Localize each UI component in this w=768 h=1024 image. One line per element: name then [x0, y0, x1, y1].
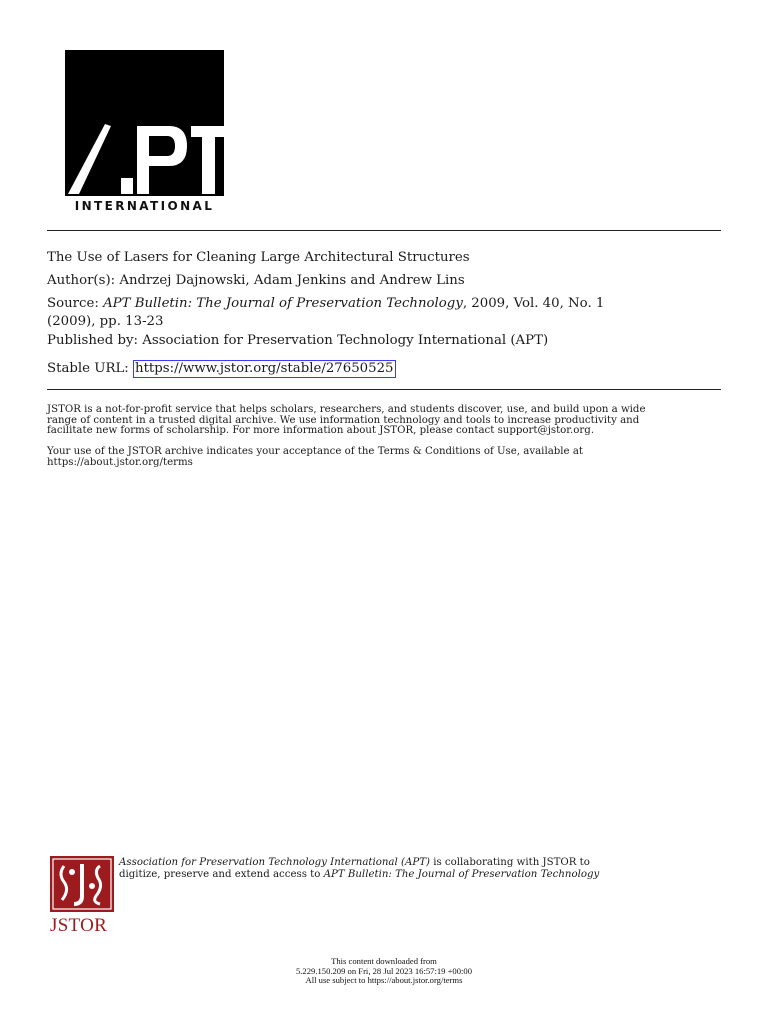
article-stable-url-row: Stable URL: https://www.jstor.org/stable/27650525	[47, 361, 394, 376]
top-divider	[47, 230, 721, 231]
collab-org-name: Association for Preservation Technology International (APT)	[119, 857, 430, 868]
article-authors: Author(s): Andrzej Dajnowski, Adam Jenkins and Andrew Lins	[47, 273, 465, 288]
bottom-divider	[47, 389, 721, 390]
jstor-wordmark: JSTOR	[50, 915, 108, 936]
article-title: The Use of Lasers for Cleaning Large Architectural Structures	[47, 250, 470, 265]
apt-international-logo	[65, 50, 224, 217]
article-source: Source: APT Bulletin: The Journal of Preservation Technology, 2009, Vol. 40, No. 1 (2009), pp. 13-23	[47, 296, 605, 329]
stable-url-link[interactable]: https://www.jstor.org/stable/27650525	[135, 361, 394, 376]
apt-logo-subtitle: INTERNATIONAL	[74, 199, 215, 213]
apt-logo-letters-graphic	[65, 50, 224, 196]
collaboration-statement: Association for Preservation Technology International (APT) is collaborating with JSTOR to digitize, preserve and extend access to APT Bulletin: The Journal of Preservation Technology	[119, 857, 600, 880]
collab-journal-name: APT Bulletin: The Journal of Preservation Technology	[323, 869, 600, 880]
terms-link[interactable]: https://about.jstor.org/terms	[47, 456, 193, 468]
terms-notice-paragraph: Your use of the JSTOR archive indicates your acceptance of the Terms & Conditions of Use, available at https://about.jstor.org/terms	[47, 447, 727, 468]
jstor-emblem-icon	[50, 856, 114, 912]
article-publisher: Published by: Association for Preservation Technology International (APT)	[47, 333, 549, 348]
download-footer: This content downloaded from 5.229.150.209 on Fri, 28 Jul 2023 16:57:19 +00:00 All use subject to https://about.jstor.org/terms	[295, 956, 472, 986]
jstor-notice-paragraph: JSTOR is a not-for-profit service that helps scholars, researchers, and students discover, use, and build upon a wide range of content in a trusted digital archive. We use information technology and tools to increase productivity and facilitate new forms of scholarship. For more information about JSTOR, please contact support@jstor.org.	[47, 404, 646, 437]
jstor-logo	[50, 856, 114, 936]
source-journal: APT Bulletin: The Journal of Preservation Technology	[103, 296, 463, 311]
